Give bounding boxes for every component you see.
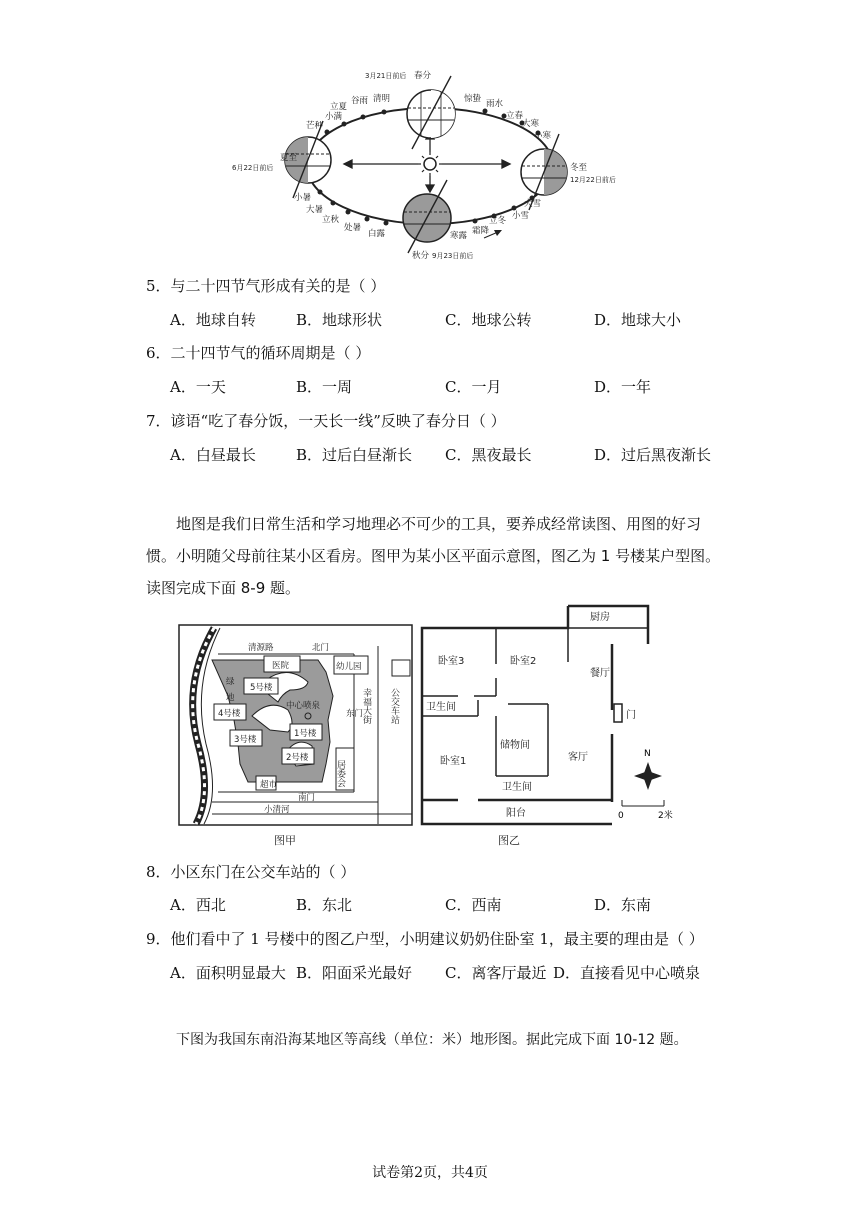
svg-text:霜降: 霜降 bbox=[472, 226, 490, 236]
q7-option-c[interactable]: C．黑夜最长 bbox=[445, 446, 532, 464]
svg-text:卫生间: 卫生间 bbox=[502, 782, 532, 793]
question-7-stem: 7．谚语“吃了春分饭，一天长一线”反映了春分日（ ） bbox=[146, 412, 506, 430]
svg-text:门: 门 bbox=[626, 710, 636, 721]
svg-text:立秋: 立秋 bbox=[322, 215, 340, 225]
floor-plan-map bbox=[418, 604, 688, 850]
svg-text:小寒: 小寒 bbox=[534, 131, 552, 141]
svg-text:惊蛰: 惊蛰 bbox=[464, 94, 482, 104]
svg-text:小雪: 小雪 bbox=[512, 211, 530, 221]
q5-option-a[interactable]: A．地球自转 bbox=[170, 311, 256, 329]
svg-text:阳台: 阳台 bbox=[506, 808, 526, 819]
page-footer: 试卷第2页，共4页 bbox=[372, 1165, 488, 1181]
bus-icon bbox=[392, 660, 410, 676]
q9-option-c[interactable]: C．离客厅最近 bbox=[445, 964, 547, 982]
svg-text:清源路: 清源路 bbox=[248, 643, 274, 653]
q8-option-d[interactable]: D．东南 bbox=[594, 896, 652, 914]
svg-text:客厅: 客厅 bbox=[568, 752, 588, 763]
svg-text:白露: 白露 bbox=[368, 229, 386, 239]
q6-option-b[interactable]: B．一周 bbox=[296, 378, 353, 396]
svg-text:地: 地 bbox=[226, 693, 235, 703]
summer-date: 6月22日前后 bbox=[232, 164, 274, 172]
svg-text:大暑: 大暑 bbox=[306, 205, 324, 215]
compass-icon bbox=[634, 749, 662, 790]
svg-text:公交车站: 公交车站 bbox=[389, 688, 399, 724]
q7-option-b[interactable]: B．过后白昼渐长 bbox=[296, 446, 413, 464]
question-9-stem: 9．他们看中了 1 号楼中的图乙户型，小明建议奶奶住卧室 1，最主要的理由是（ ） bbox=[146, 930, 704, 948]
question-8-stem: 8．小区东门在公交车站的（ ） bbox=[146, 863, 356, 881]
earth-orbit-figure bbox=[232, 66, 650, 266]
question-6-stem: 6．二十四节气的循环周期是（ ） bbox=[146, 344, 371, 362]
svg-text:0: 0 bbox=[618, 811, 624, 821]
q7-option-a[interactable]: A．白昼最长 bbox=[170, 446, 256, 464]
q8-option-a[interactable]: A．西北 bbox=[170, 896, 226, 914]
svg-text:卧室2: 卧室2 bbox=[510, 656, 537, 667]
winter-date: 12月22日前后 bbox=[570, 176, 616, 184]
svg-text:1号楼: 1号楼 bbox=[294, 729, 317, 739]
question-5-stem: 5．与二十四节气形成有关的是（ ） bbox=[146, 277, 386, 295]
svg-text:立春: 立春 bbox=[506, 111, 524, 121]
q6-option-d[interactable]: D．一年 bbox=[594, 378, 652, 396]
q6-option-a[interactable]: A．一天 bbox=[170, 378, 226, 396]
svg-text:储物间: 储物间 bbox=[500, 740, 530, 751]
svg-text:中心喷泉: 中心喷泉 bbox=[286, 701, 321, 711]
q9-option-a[interactable]: A．面积明显最大 bbox=[170, 964, 286, 982]
autumn-label: 秋分 bbox=[412, 251, 430, 261]
svg-text:餐厅: 餐厅 bbox=[590, 668, 610, 679]
svg-text:N: N bbox=[644, 749, 651, 759]
spring-date: 3月21日前后 bbox=[365, 72, 407, 80]
svg-text:3号楼: 3号楼 bbox=[234, 735, 257, 745]
svg-text:寒露: 寒露 bbox=[450, 231, 468, 241]
svg-text:5号楼: 5号楼 bbox=[250, 683, 273, 693]
passage-maps: 地图是我们日常生活和学习地理必不可少的工具，要养成经常读图、用图的好习惯。小明随父母前往某小区看房。图甲为某小区平面示意图，图乙为 1 号楼某户型图。读图完成下面 8-9 题。 bbox=[146, 515, 721, 597]
spring-label: 春分 bbox=[414, 71, 432, 81]
q6-option-c[interactable]: C．一月 bbox=[445, 378, 502, 396]
earth-autumn bbox=[403, 180, 451, 253]
svg-text:雨水: 雨水 bbox=[486, 99, 504, 109]
q9-option-d[interactable]: D．直接看见中心喷泉 bbox=[553, 964, 701, 982]
map-a-caption: 图甲 bbox=[274, 834, 296, 847]
svg-text:大雪: 大雪 bbox=[524, 199, 542, 209]
svg-text:小暑: 小暑 bbox=[294, 193, 312, 203]
community-plan-map bbox=[178, 624, 414, 850]
svg-text:南门: 南门 bbox=[298, 793, 316, 803]
svg-text:北门: 北门 bbox=[312, 643, 330, 653]
street-label: 幸福大街 bbox=[361, 688, 371, 724]
svg-text:超市: 超市 bbox=[260, 780, 278, 790]
svg-text:谷雨: 谷雨 bbox=[351, 96, 369, 106]
svg-text:立夏: 立夏 bbox=[330, 102, 348, 112]
sun-icon bbox=[418, 152, 442, 176]
q8-option-b[interactable]: B．东北 bbox=[296, 896, 353, 914]
autumn-date: 9月23日前后 bbox=[432, 252, 474, 260]
map-b-caption: 图乙 bbox=[498, 834, 520, 847]
passage-contour: 下图为我国东南沿海某地区等高线（单位：米）地形图。据此完成下面 10-12 题。 bbox=[176, 1032, 688, 1048]
svg-text:绿: 绿 bbox=[226, 677, 235, 687]
svg-text:卫生间: 卫生间 bbox=[426, 702, 456, 713]
svg-text:4号楼: 4号楼 bbox=[218, 709, 241, 719]
svg-text:居委会: 居委会 bbox=[335, 760, 345, 787]
svg-text:芒种: 芒种 bbox=[306, 121, 324, 131]
earth-spring bbox=[407, 76, 455, 149]
q5-option-c[interactable]: C．地球公转 bbox=[445, 311, 532, 329]
svg-text:2号楼: 2号楼 bbox=[286, 753, 309, 763]
q9-option-b[interactable]: B．阳面采光最好 bbox=[296, 964, 413, 982]
svg-text:大寒: 大寒 bbox=[522, 119, 540, 129]
svg-text:医院: 医院 bbox=[272, 661, 290, 671]
svg-text:东门: 东门 bbox=[346, 709, 364, 719]
svg-text:卧室3: 卧室3 bbox=[438, 656, 465, 667]
svg-text:清明: 清明 bbox=[373, 94, 391, 104]
svg-text:立冬: 立冬 bbox=[489, 216, 507, 226]
svg-text:厨房: 厨房 bbox=[590, 612, 610, 623]
svg-text:小清河: 小清河 bbox=[264, 805, 290, 815]
svg-text:幼儿园: 幼儿园 bbox=[336, 662, 362, 672]
scale-bar bbox=[618, 800, 673, 821]
svg-text:小满: 小满 bbox=[325, 112, 343, 122]
svg-text:卧室1: 卧室1 bbox=[440, 756, 467, 767]
q8-option-c[interactable]: C．西南 bbox=[445, 896, 502, 914]
q5-option-d[interactable]: D．地球大小 bbox=[594, 311, 682, 329]
svg-text:2米: 2米 bbox=[658, 811, 673, 821]
q5-option-b[interactable]: B．地球形状 bbox=[296, 311, 383, 329]
winter-label: 冬至 bbox=[570, 163, 588, 173]
summer-label: 夏至 bbox=[280, 153, 298, 163]
q7-option-d[interactable]: D．过后黑夜渐长 bbox=[594, 446, 712, 464]
svg-text:处暑: 处暑 bbox=[344, 223, 362, 233]
